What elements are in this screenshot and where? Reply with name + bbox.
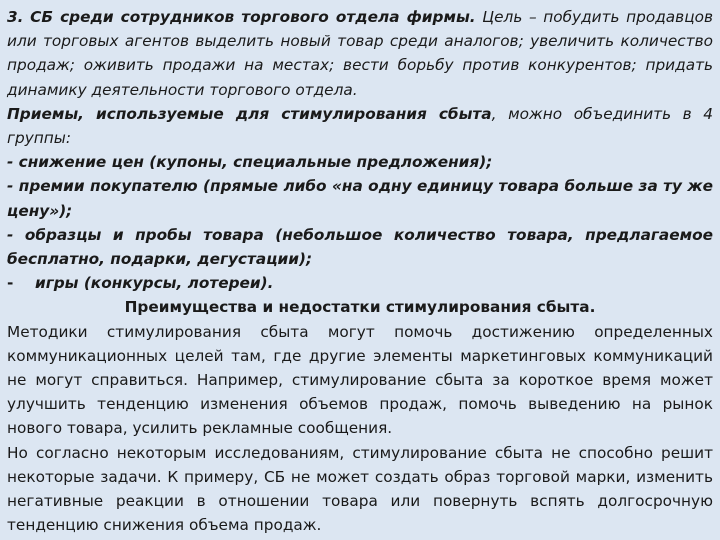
advantages-heading: Преимущества и недостатки стимулирования сбыта. xyxy=(124,298,596,317)
section-intro xyxy=(7,5,713,102)
method-item-prices: - снижение цен (купоны, специальные предложения); xyxy=(7,153,493,172)
advantages-paragraph-1: Методики стимулирования сбыта могут помочь достижению определенных коммуникационных целей там, где другие элементы маркетинговых коммуникаций не могут справиться. Например, стимулирование сбыта за короткое время может улучшить тенденцию изменения объемов продаж, помочь выведению на рынок нового товара, усилить рекламные сообщения. xyxy=(7,322,713,438)
method-item-games-text: игры (конкурсы, лотереи). xyxy=(35,274,274,293)
bullet-marker: - xyxy=(7,274,14,293)
slide-content xyxy=(7,5,713,537)
methods-intro xyxy=(7,102,713,150)
advantages-paragraph-2: Но согласно некоторым исследованиям, стимулирование сбыта не способно решит некоторые задачи. К примеру, СБ не может создать образ торговой марки, изменить негативные реакции в отношении товара или повернуть вспять долгосрочную тенденцию снижения объема продаж. xyxy=(7,443,713,535)
methods-intro-text: , можно объединить в 4 группы: xyxy=(7,104,713,148)
section-title: СБ среди сотрудников торгового отдела фирмы. xyxy=(30,8,476,26)
section-number: 3. xyxy=(7,8,24,26)
method-item-premiums: - премии покупателю (прямые либо «на одну единицу товара больше за ту же цену»); xyxy=(7,177,713,220)
section-goal: Цель – побудить продавцов или торговых агентов выделить новый товар среди аналогов; увеличить количество продаж; оживить продажи на местах; вести борьбу против конкурентов; придать динамику деятельности торгового отдела. xyxy=(7,8,713,99)
methods-label: Приемы, используемые для стимулирования сбыта xyxy=(7,104,492,123)
method-item-games xyxy=(7,271,713,295)
method-item-samples: - образцы и пробы товара (небольшое количество товара, предлагаемое бесплатно, подарки, дегустации); xyxy=(7,225,713,269)
